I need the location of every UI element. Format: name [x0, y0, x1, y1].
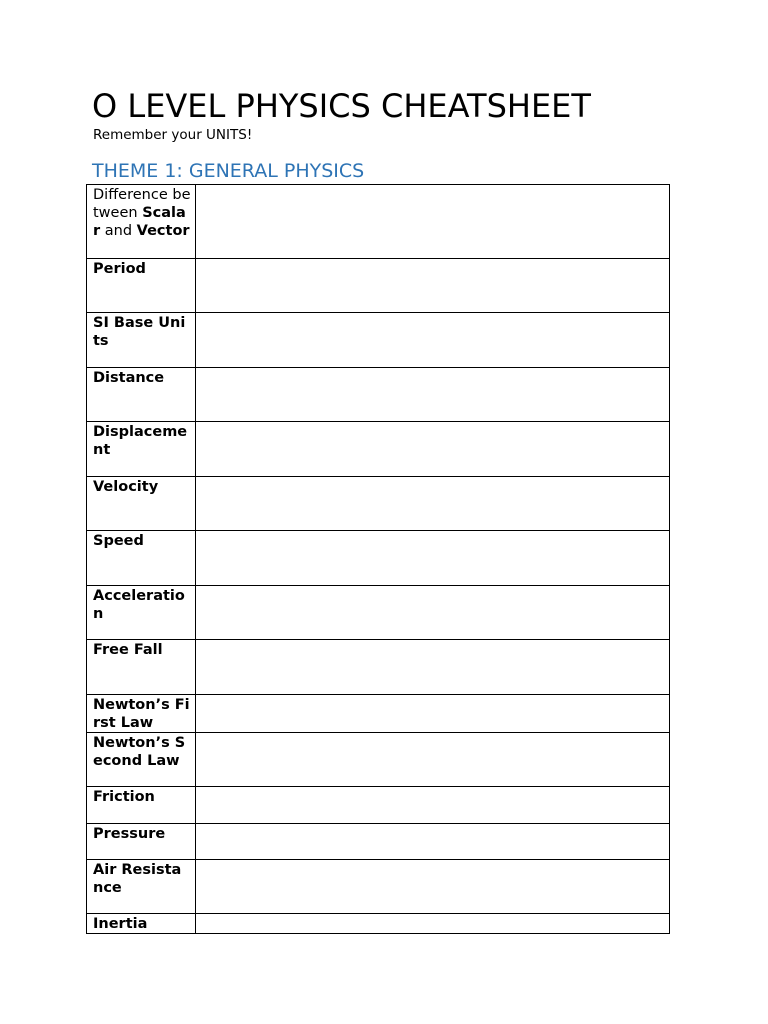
table-row	[87, 733, 670, 787]
definition-cell[interactable]	[196, 860, 670, 914]
term-cell-scalar-vector	[87, 185, 196, 259]
term-text: and	[100, 223, 137, 239]
definition-cell[interactable]	[196, 787, 670, 824]
definition-cell[interactable]	[196, 531, 670, 586]
table-row	[87, 914, 670, 934]
page-title: O LEVEL PHYSICS CHEATSHEET	[92, 87, 591, 125]
term-cell: SI Base Units	[87, 313, 196, 368]
definition-cell[interactable]	[196, 422, 670, 477]
theme-heading: THEME 1: GENERAL PHYSICS	[92, 160, 365, 182]
table-row	[87, 477, 670, 531]
term-cell: Period	[87, 259, 196, 313]
table-row	[87, 368, 670, 422]
definition-cell[interactable]	[196, 313, 670, 368]
table-row	[87, 422, 670, 477]
definition-cell[interactable]	[196, 695, 670, 733]
term-cell: Displacement	[87, 422, 196, 477]
table-row	[87, 531, 670, 586]
definition-cell[interactable]	[196, 185, 670, 259]
term-cell: Inertia	[87, 914, 196, 934]
term-text-bold: Scalar	[93, 205, 186, 239]
table-row	[87, 787, 670, 824]
term-cell: Air Resistance	[87, 860, 196, 914]
term-cell: Newton’s First Law	[87, 695, 196, 733]
definition-cell[interactable]	[196, 477, 670, 531]
term-text-bold: Vector	[136, 223, 190, 239]
definition-cell[interactable]	[196, 368, 670, 422]
term-cell: Distance	[87, 368, 196, 422]
term-cell: Pressure	[87, 824, 196, 860]
definition-cell[interactable]	[196, 640, 670, 695]
table-row	[87, 695, 670, 733]
definition-cell[interactable]	[196, 914, 670, 934]
term-cell: Velocity	[87, 477, 196, 531]
definition-cell[interactable]	[196, 586, 670, 640]
term-cell: Newton’s Second Law	[87, 733, 196, 787]
term-text: Difference between	[93, 187, 191, 221]
table-row	[87, 640, 670, 695]
definition-cell[interactable]	[196, 824, 670, 860]
term-cell: Friction	[87, 787, 196, 824]
definition-cell[interactable]	[196, 733, 670, 787]
table-row	[87, 259, 670, 313]
table-row	[87, 860, 670, 914]
term-cell: Free Fall	[87, 640, 196, 695]
definition-cell[interactable]	[196, 259, 670, 313]
table-row	[87, 824, 670, 860]
page-subtitle: Remember your UNITS!	[93, 127, 253, 143]
cheatsheet-table	[86, 184, 670, 934]
table-row	[87, 313, 670, 368]
term-cell: Speed	[87, 531, 196, 586]
term-cell: Acceleration	[87, 586, 196, 640]
table-row	[87, 586, 670, 640]
table-row	[87, 185, 670, 259]
